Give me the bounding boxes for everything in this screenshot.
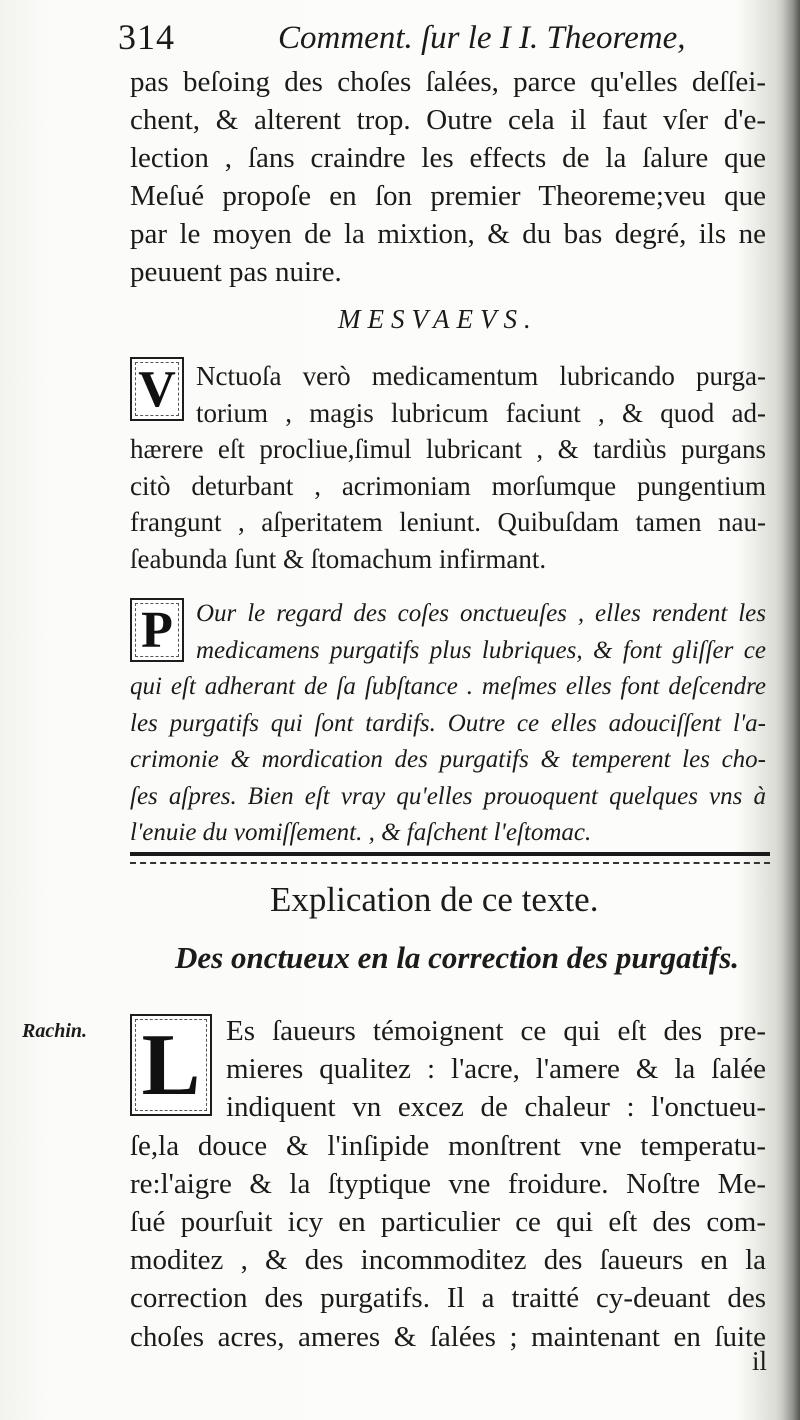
text-line: indiquent vn excez de chaleur : l'onctueu- <box>226 1091 766 1124</box>
french-paragraph <box>130 596 766 852</box>
catchword: il <box>752 1346 768 1376</box>
text-line: l'enuie du vomiſſement. , & faſchent l'eſtomac. <box>130 819 592 846</box>
text-line: Our le regard des coſes onctueuſes , elles rendent les <box>196 600 766 627</box>
latin-initial-letter: V <box>138 360 176 418</box>
margin-note: Rachin. <box>22 1020 88 1042</box>
text-line: lection , ſans craindre les effects de la ſalure que <box>130 142 766 174</box>
page-edge-shadow <box>782 0 800 1420</box>
section-title: Explication de ce texte. <box>270 880 599 919</box>
text-line: mieres qualitez : l'acre, l'amere & la ſalée <box>226 1053 766 1086</box>
section-divider-dashed <box>130 862 770 864</box>
section-divider <box>130 852 770 856</box>
text-line: pas beſoing des choſes ſalées, parce qu'elles deſſei- <box>130 66 766 98</box>
french-initial-letter: P <box>141 601 173 659</box>
text-line: peuuent pas nuire. <box>130 256 342 288</box>
text-line: re:l'aigre & la ſtyptique vne froidure. Noſtre Me- <box>130 1167 766 1200</box>
speaker-heading: MESVAEVS. <box>338 304 538 334</box>
page-number: 314 <box>118 17 175 57</box>
text-line: medicamens purgatifs plus lubriques, & font gliſſer ce <box>196 636 766 664</box>
text-line: moditez , & des incommoditez des ſaueurs en la <box>130 1244 766 1277</box>
text-line: hærere eſt procliue,ſimul lubricant , & tardiùs purgans <box>130 434 766 465</box>
text-line: torium , magis lubricum faciunt , & quod ad- <box>196 397 766 428</box>
text-line: les purgatifs qui ſont tardifs. Outre ce elles adouciſſent l'a- <box>130 709 766 737</box>
text-line: Meſué propoſe en ſon premier Theoreme;veu que <box>130 180 766 212</box>
latin-paragraph <box>130 358 766 578</box>
text-line: choſes acres, ameres & ſalées ; maintenant en ſuite <box>130 1320 766 1353</box>
text-line: ſué pourſuit icy en particulier ce qui eſt des com- <box>130 1205 766 1238</box>
page-header <box>118 12 686 62</box>
section-initial-letter: L <box>141 1016 201 1114</box>
text-line: correction des purgatifs. Il a traitté cy-deuant des <box>130 1282 766 1315</box>
text-line: citò deturbant , acrimoniam morſumque pungentium <box>130 470 766 501</box>
text-line: frangunt , aſperitatem leniunt. Quibuſdam tamen nau- <box>130 507 766 538</box>
text-line: ſe,la douce & l'inſipide monſtrent vne temperatu- <box>130 1129 766 1162</box>
running-head: Comment. ſur le I I. Theoreme, <box>278 20 686 56</box>
text-line: Nctuoſa verò medicamentum lubricando purga- <box>196 361 766 391</box>
text-line: par le moyen de la mixtion, & du bas degré, ils ne <box>130 218 766 250</box>
text-line: crimonie & mordication des purgatifs & temperent les cho- <box>130 746 766 773</box>
text-line: ſes aſpres. Bien eſt vray qu'elles prouoquent quelques vns à <box>130 782 766 810</box>
text-line: chent, & alterent trop. Outre cela il faut vſer d'e- <box>130 104 766 136</box>
text-line: qui eſt adherant de ſa ſubſtance . meſmes elles font deſcendre <box>130 673 766 700</box>
text-line: Es ſaueurs témoignent ce qui eſt des pre- <box>226 1015 766 1047</box>
text-line: ſeabunda ſunt & ſtomachum infirmant. <box>130 543 547 574</box>
section-subtitle: Des onctueux en la correction des purgatifs. <box>175 940 740 975</box>
explanation-paragraph <box>130 1012 766 1356</box>
intro-paragraph <box>130 63 766 291</box>
